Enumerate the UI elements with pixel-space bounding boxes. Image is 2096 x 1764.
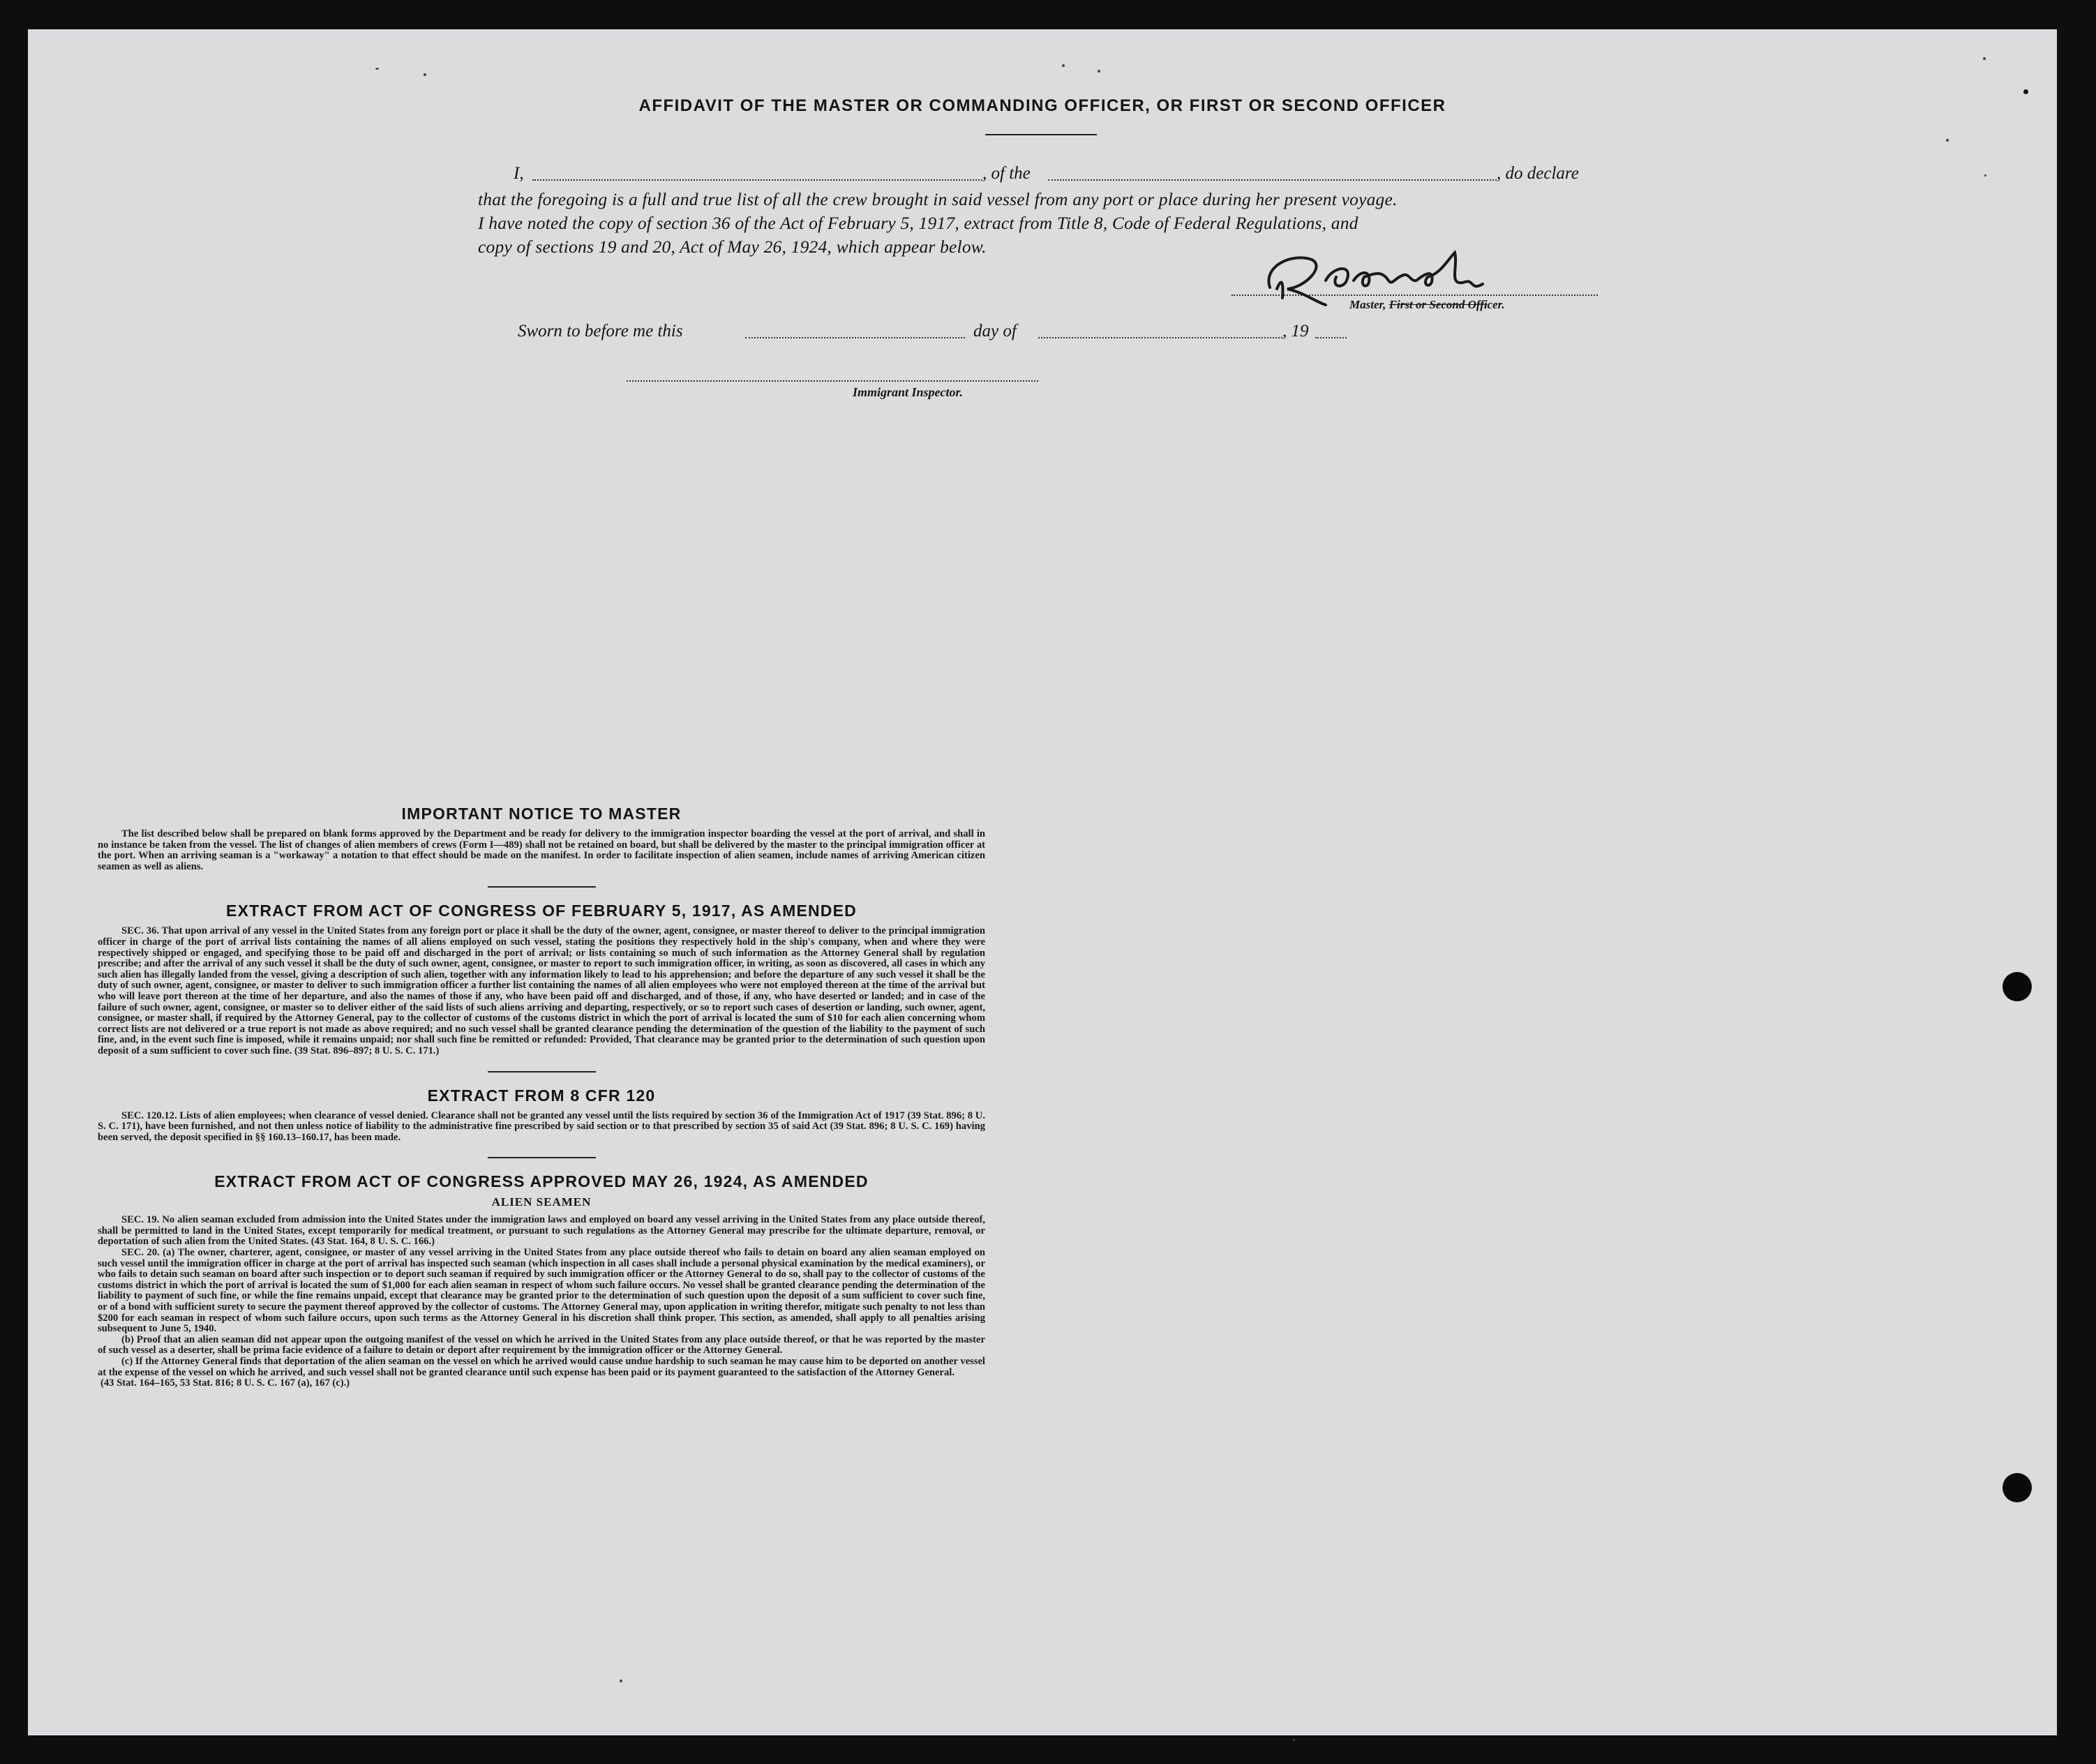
- notice-title: IMPORTANT NOTICE TO MASTER: [401, 805, 682, 823]
- notices-block: [98, 805, 985, 1389]
- speck: [1984, 174, 1986, 177]
- section-divider: [488, 1071, 596, 1072]
- caption-master: Master,: [1349, 298, 1389, 311]
- speck: [1293, 1739, 1295, 1741]
- day-blank-line: [745, 337, 965, 338]
- extract-1924-subtitle: ALIEN SEAMEN: [491, 1195, 592, 1209]
- extract-1917-title: EXTRACT FROM ACT OF CONGRESS OF FEBRUARY 5, 1917, AS AMENDED: [226, 902, 857, 920]
- affidavit-title: AFFIDAVIT OF THE MASTER OR COMMANDING OFFICER, OR FIRST OR SECOND OFFICER: [638, 96, 1446, 115]
- affidavit-line: I have noted the copy of section 36 of the Act of February 5, 1917, extract from Title 8, Code of Federal Regulations, and: [478, 213, 1358, 233]
- affidavit-line: copy of sections 19 and 20, Act of May 26, 1924, which appear below.: [478, 237, 987, 257]
- sec-20-citation: (43 Stat. 164–165, 53 Stat. 816; 8 U. S. C. 167 (a), 167 (c).): [100, 1377, 350, 1389]
- title-divider: [985, 134, 1097, 135]
- speck: [1062, 64, 1065, 67]
- speck: [2023, 89, 2028, 94]
- punch-hole: [2003, 972, 2032, 1001]
- notice-text: The list described below shall be prepared on blank forms approved by the Department and be ready for delivery to the immigration inspector boarding the vessel at the port of arrival, and shall in no instance be taken from the vessel. The list of changes of alien members of crews (Form I—489) shall not be retained on board, but shall be delivered by the master to the principal immigration officer at the port. When an arriving seaman is a "workaway" a notation to that effect should be made on the manifest. In order to facilitate inspection of alien seamen, include names of arriving American citizen seamen as well as aliens.: [98, 828, 985, 872]
- vessel-blank-line: [1048, 179, 1497, 181]
- sworn-label: Sworn to before me this: [518, 322, 683, 341]
- caption-end: cer.: [1487, 298, 1505, 311]
- year-blank-line: [1315, 337, 1347, 338]
- speck: [620, 1680, 622, 1682]
- section-divider: [488, 886, 596, 888]
- sec-20b-text: (b) Proof that an alien seaman did not appear upon the outgoing manifest of the vessel on which he arrived in the United States from any place outside thereof, or that he was reported by the master of such vessel as a deserter, shall be prima facie evidence of a failure to detain or deport after requirement by the immigration officer or the Attorney General.: [98, 1333, 985, 1356]
- speck: [1946, 139, 1949, 142]
- affidavit-line: that the foregoing is a full and true list of all the crew brought in said vessel from any port or place during her present voyage.: [478, 189, 1398, 209]
- affidavit-do-declare-label: , do declare: [1497, 164, 1579, 183]
- name-blank-line: [532, 179, 982, 181]
- extract-1917-text: SEC. 36. That upon arrival of any vessel in the United States from any foreign port or place it shall be the duty of the owner, agent, consignee, or master thereof to deliver to the principal immigration officer in charge of the port of arrival lists containing the names of all aliens employed on such vessel, stating the positions they respectively hold in the ship's company, when and where they were respectively shipped or engaged, and specifying those to be paid off and discharged in the port of arrival; or lists containing so much of such information as the Attorney General shall by regulation prescribe; and after the arrival of any such vessel it shall be the duty of such owner, agent, consignee, or master to report to such immigration officer, in writing, as soon as discovered, all cases in which any such alien has illegally landed from the vessel, giving a description of such alien, together with any information likely to lead to his apprehension; and before the departure of any such vessel it shall be the duty of such owner, agent, consignee, or master to deliver to such immigration officer a further list containing the names of all alien employees who were not employed thereon at the time of the arrival but who will leave port thereon at the time of her departure, and also the names of those if any, who have been paid off and discharged, and of those, if any, who have deserted or landed; and in case of the failure of such owner, agent, consignee, or master so to deliver either of the said lists of such aliens arriving and departing, respectively, or so to report such cases of desertion or landing, such owner, agent, consignee, or master shall, if required by the Attorney General, pay to the collector of customs of the customs district in which the port of arrival is located the sum of $10 for each alien concerning whom correct lists are not delivered or a true report is not made as above required; and no such vessel shall be granted clearance pending the determination of the question of the liability to the payment of such fine, and, in the event such fine is imposed, while it remains unpaid; nor shall such fine be remitted or refunded: Provided, That clearance may be granted prior to the determination of such question upon deposit of a sum sufficient to cover such fine. (39 Stat. 896–897; 8 U. S. C. 171.): [98, 925, 985, 1056]
- extract-1924-title: EXTRACT FROM ACT OF CONGRESS APPROVED MAY 26, 1924, AS AMENDED: [214, 1172, 869, 1191]
- speck: [1098, 70, 1100, 73]
- month-blank-line: [1038, 337, 1282, 338]
- extract-cfr-text: SEC. 120.12. Lists of alien employees; when clearance of vessel denied. Clearance shall not be granted any vessel until the lists required by section 36 of the Immigration Act of 1917 (39 Stat. 896; 8 U. S. C. 171), have been furnished, and not then unless notice of liability to the administrative fine prescribed by said section or to that prescribed by section 35 of said Act (39 Stat. 896; 8 U. S. C. 169) having been served, the deposit specified in §§ 160.13–160.17, has been made.: [98, 1109, 985, 1143]
- year-label: , 19: [1282, 322, 1309, 341]
- speck: [424, 73, 426, 76]
- sec-20c-text: (c) If the Attorney General finds that deportation of the alien seaman on the vessel on which he arrived would cause undue hardship to such seaman he may cause him to be deported on another vessel at the expense of the vessel on which he arrived, and such vessel shall not be granted clearance until such expense has been paid or its payment guaranteed to the satisfaction of the Attorney General.: [98, 1356, 985, 1378]
- sec-19-text: SEC. 19. No alien seaman excluded from admission into the United States under the immigration laws and employed on board any vessel arriving in the United States from any place outside thereof, shall be permitted to land in the United States, except temporarily for medical treatment, or pursuant to such regulations as the Attorney General may prescribe for the ultimate departure, removal, or deportation of such alien from the United States. (43 Stat. 164, 8 U. S. C. 166.): [98, 1214, 985, 1248]
- speck: [1983, 57, 1986, 60]
- document-page: [28, 29, 2057, 1735]
- punch-hole: [2003, 1473, 2032, 1502]
- extract-cfr-title: EXTRACT FROM 8 CFR 120: [427, 1086, 656, 1105]
- caption-struck-text: First or Second Offi: [1388, 298, 1488, 311]
- inspector-signature-line: [627, 380, 1038, 382]
- section-divider: [488, 1157, 596, 1158]
- inspector-caption: Immigrant Inspector.: [853, 385, 964, 399]
- affidavit-i-label: I,: [514, 164, 524, 183]
- affidavit-of-the-label: , of the: [982, 164, 1031, 183]
- signature-caption: [1349, 298, 1505, 312]
- day-of-label: day of: [973, 322, 1017, 341]
- speck: [375, 68, 379, 70]
- sec-20a-text: SEC. 20. (a) The owner, charterer, agent, consignee, or master of any vessel arriving in the United States from any place outside thereof who fails to detain on board any alien seaman employed on such vessel until the immigration officer in charge at the port of arrival has inspected such seaman (which inspection in all cases shall include a personal physical examination by the medical examiners), or who fails to detain such seaman on board after such inspection or to deport such seaman if required by such immigration officer or the Attorney General to do so, shall pay to the collector of customs of the customs district in which the port of arrival is located the sum of $1,000 for each alien seaman in respect of whom such failure occurs. No vessel shall be granted clearance pending the determination of the liability to payment of such fine, or while the fine remains unpaid, except that clearance may be granted prior to the determination of such question upon the deposit of a sum sufficient to cover such fine, or of a bond with sufficient surety to secure the payment thereof approved by the collector of customs. The Attorney General may, upon application in writing therefor, mitigate such penalty to not less than $200 for each seaman in respect of whom such failure occurs, upon such terms as the Attorney General in his discretion shall think proper. This section, as amended, shall apply to all penalties arising subsequent to June 5, 1940.: [98, 1247, 985, 1335]
